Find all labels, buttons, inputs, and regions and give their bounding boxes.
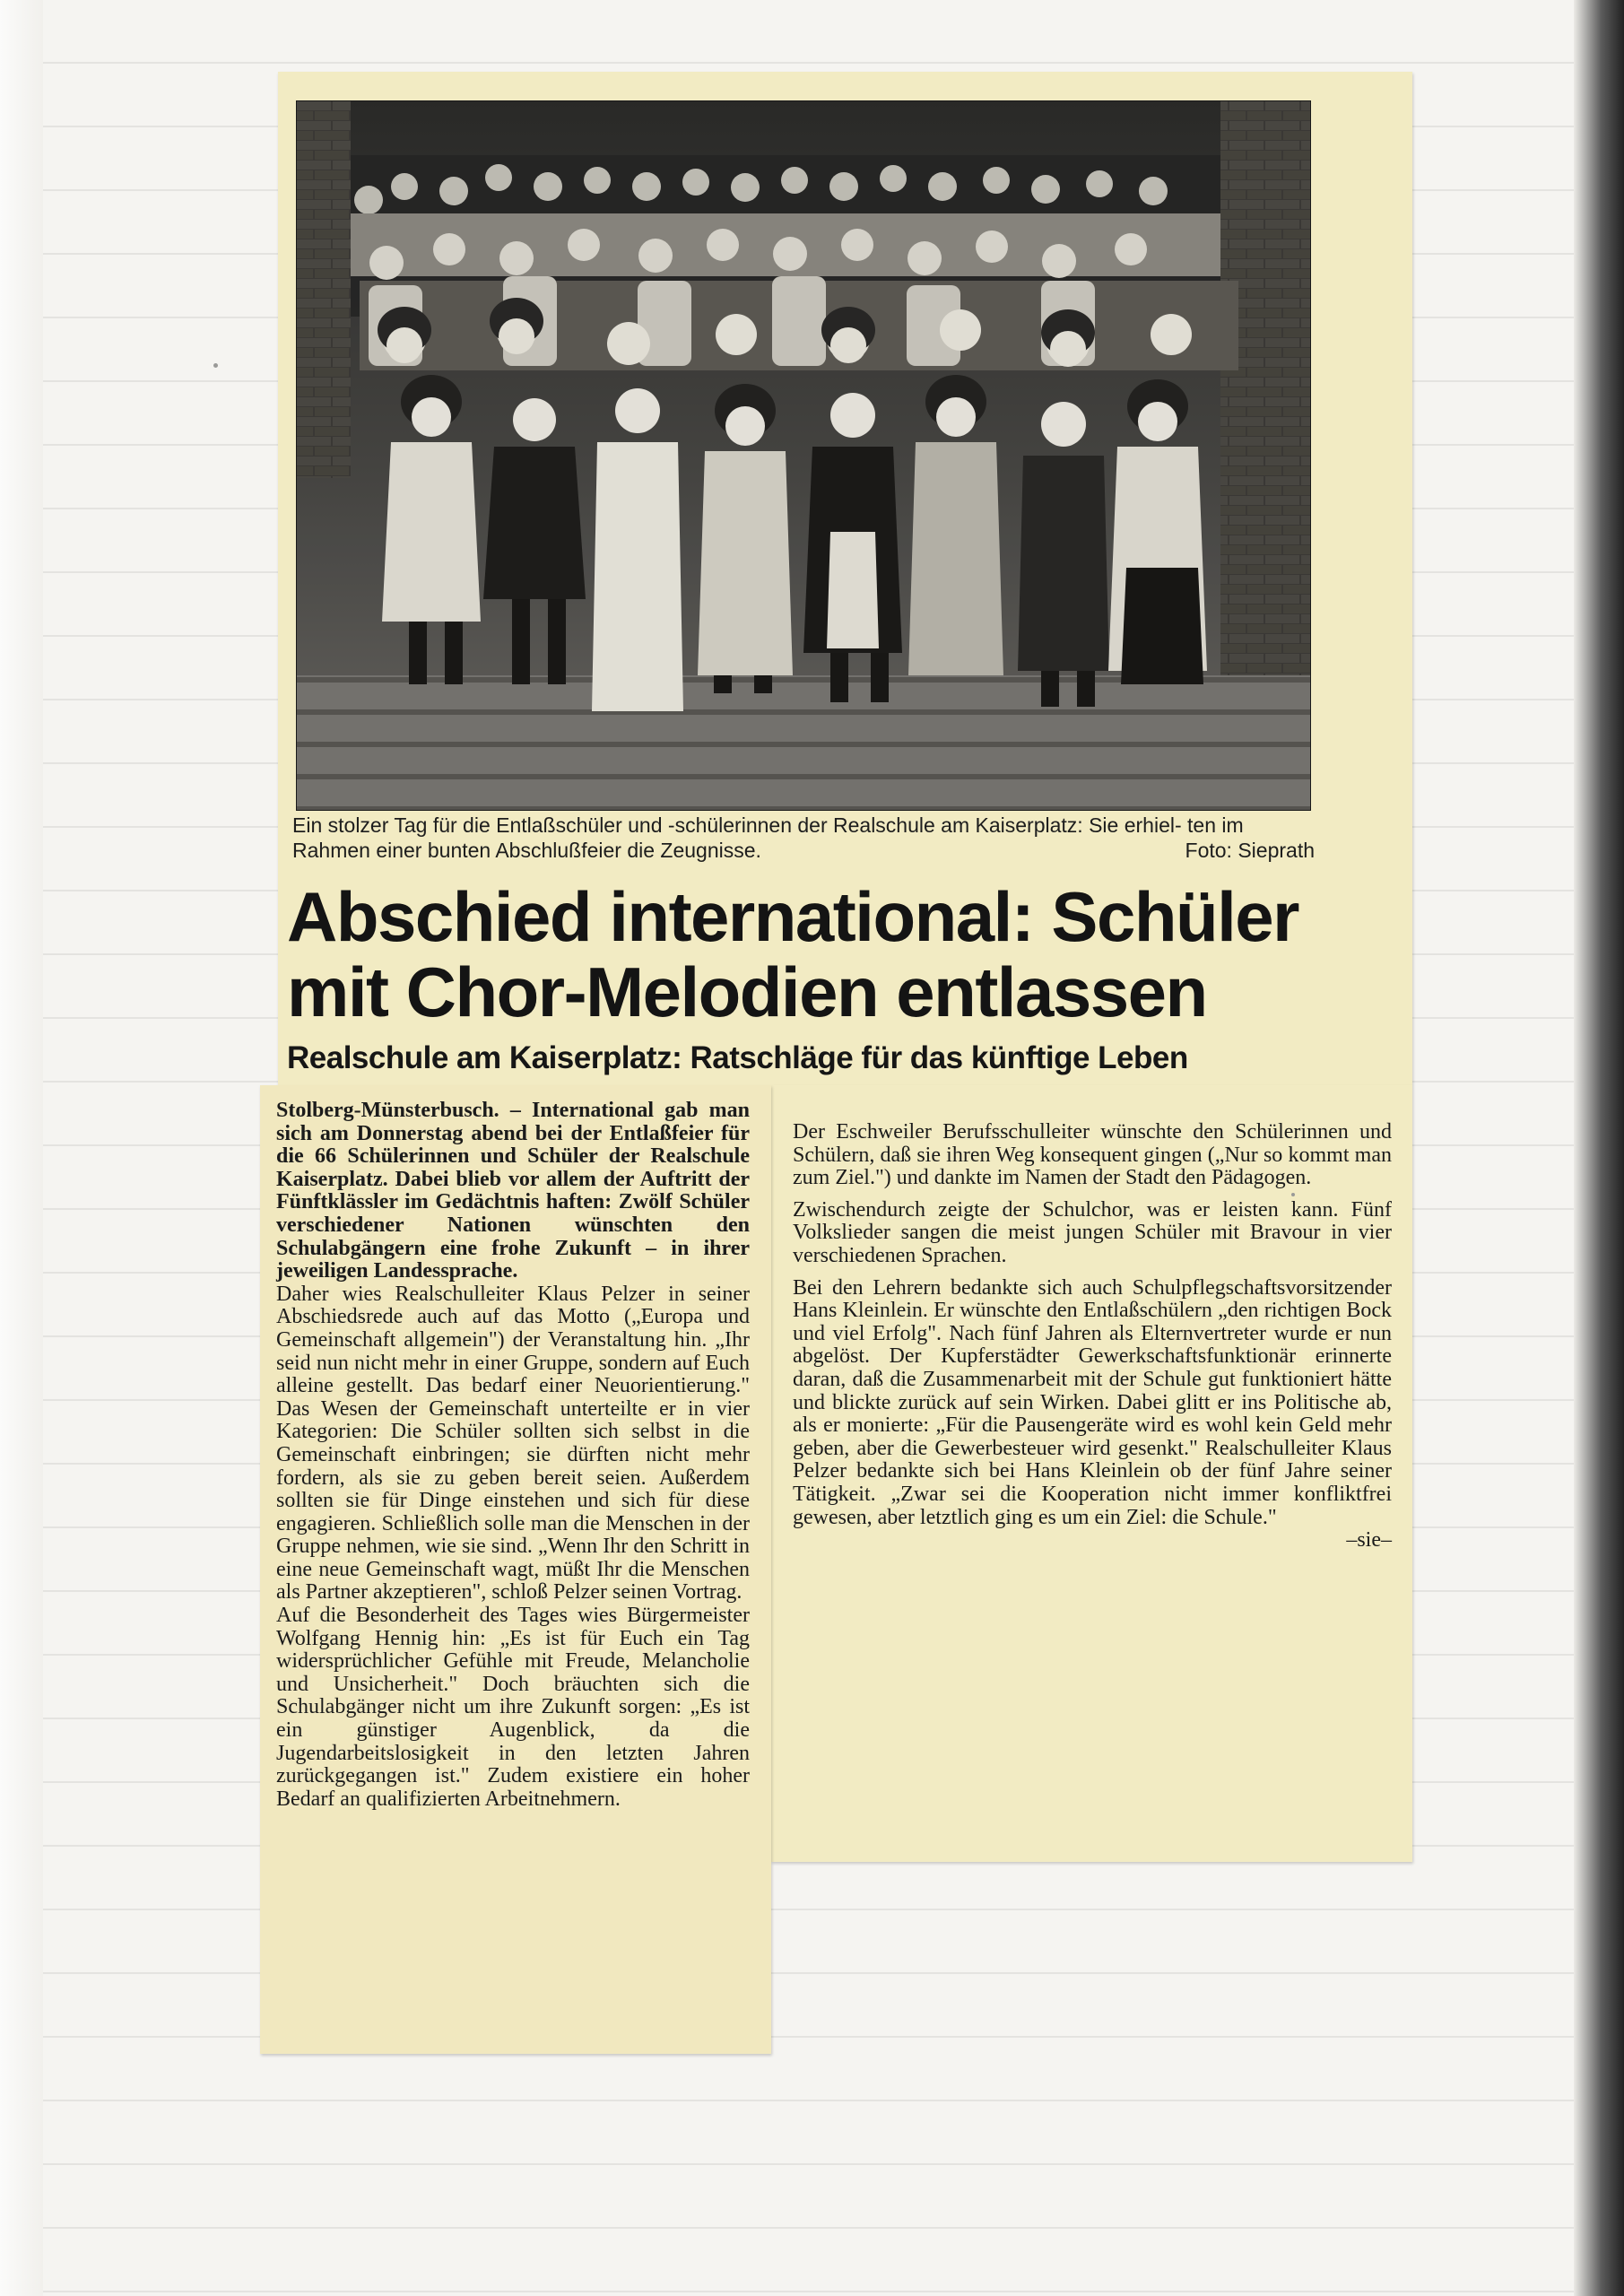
headline: Abschied international: Schüler mit Chor-Melodien entlassen [287,877,1299,1031]
scan-speck [213,363,218,368]
author-signature: –sie– [1346,1528,1392,1552]
article-paragraph: Der Eschweiler Berufsschulleiter wünschte den Schülerinnen und Schülern, daß sie ihren Weg konsequent gingen („Nur so kommt man zum Ziel.") und dankte im Namen der Stadt den Pädagogen. [793,1120,1392,1190]
subheadline: Realschule am Kaiserplatz: Ratschläge für das künftige Leben [287,1040,1188,1075]
article-paragraph: Daher wies Realschulleiter Klaus Pelzer in seiner Abschiedsrede auch auf das Motto („Europa und Gemeinschaft allgemein") der Veranstaltung hin. „Ihr seid nun nicht mehr in einer Gruppe, sondern auf Euch alleine gestellt. Das bedarf einer Neuorientierung." Das Wesen der Gemeinschaft unterteilte er in vier Kategorien: Die Schüler sollten sich selbst in die Gemeinschaft einbringen; sie dürften nicht mehr fordern, als sie zu geben bereit seien. Außerdem sollten sie für Dinge einstehen und sich für diese engagieren. Schließlich solle man die Menschen in der Gruppe nehmen, wie sie sind. „Wenn Ihr den Schritt in eine neue Gemeinschaft wagt, müßt Ihr die Menschen als Partner akzeptieren", schloß Pelzer seinen Vortrag. [276,1282,750,1605]
group-photo [296,100,1311,811]
photo-caption [292,813,1315,863]
article-paragraph: Auf die Besonderheit des Tages wies Bürgermeister Wolfgang Hennig hin: „Es ist für Euch ein Tag widersprüchlicher Gefühle mit Freude, Melancholie und Unsicherheit." Doch bräuchten sich die Schulabgänger nicht um ihre Zukunft sorgen: „Es ist ein günstiger Augenblick, da die Jugendarbeitslosigkeit in den letzten Jahren zurückgegangen ist." Zudem existiere ein hoher Bedarf an qualifizierten Arbeitnehmern. [276,1604,750,1811]
scan-speck [1291,1193,1295,1196]
photo-credit: Foto: Sieprath [1185,839,1315,862]
article-paragraph: Bei den Lehrern bedankte sich auch Schulpflegschaftsvorsitzender Hans Kleinlein. Er wünschte den Entlaßschülern „den richtigen Bock und viel Erfolg". Nach fünf Jahren als Elternvertreter wurde er nun abgelöst. Der Kupferstädter Gewerkschaftsfunktionär erinnerte daran, daß die Zusammenarbeit mit der Schule gut funktioniert hätte und blickte zurück auf sein Wirken. Dabei glitt er ins Politische ab, als er monierte: „Für die Pausengeräte wird es wohl kein Geld mehr geben, aber die Gewerbesteuer wird gesenkt." Realschulleiter Klaus Pelzer bedankte sich bei Hans Kleinlein ob der fünf Jahre seiner Tätigkeit. „Zwar sei die Kooperation nicht immer konfliktfrei gewesen, aber letztlich ging es um ein Ziel: die Schule." [793,1275,1392,1529]
group-photo-image [297,101,1310,810]
article-lead: Stolberg-Münsterbusch. – International gab man sich am Donnerstag abend bei der Entlaßfeier für die 66 Schülerinnen und Schüler der Realschule Kaiserplatz. Dabei blieb vor allem der Auftritt der Fünftklässler im Gedächtnis haften: Zwölf Schüler verschiedener Nationen wünschten den Schulabgängern eine frohe Zukunft – in ihrer jeweiligen Landessprache. [276,1099,750,1283]
article-paragraph: Zwischendurch zeigte der Schulchor, was er leisten kann. Fünf Volkslieder sangen die meist jungen Schüler mit Bravour in vier verschiedenen Sprachen. [793,1197,1392,1267]
article-column-left [276,1100,750,1811]
caption-text: Ein stolzer Tag für die Entlaßschüler und -schülerinnen der Realschule am Kaiserplatz: Sie erhiel- ten im Rahmen einer bunten Abschlußfeier die Zeugnisse. [292,813,1244,862]
newspaper-clipping [260,72,1412,2054]
page-edge [0,0,43,2296]
page-spine [1574,0,1624,2296]
article-column-right [793,1121,1392,1552]
